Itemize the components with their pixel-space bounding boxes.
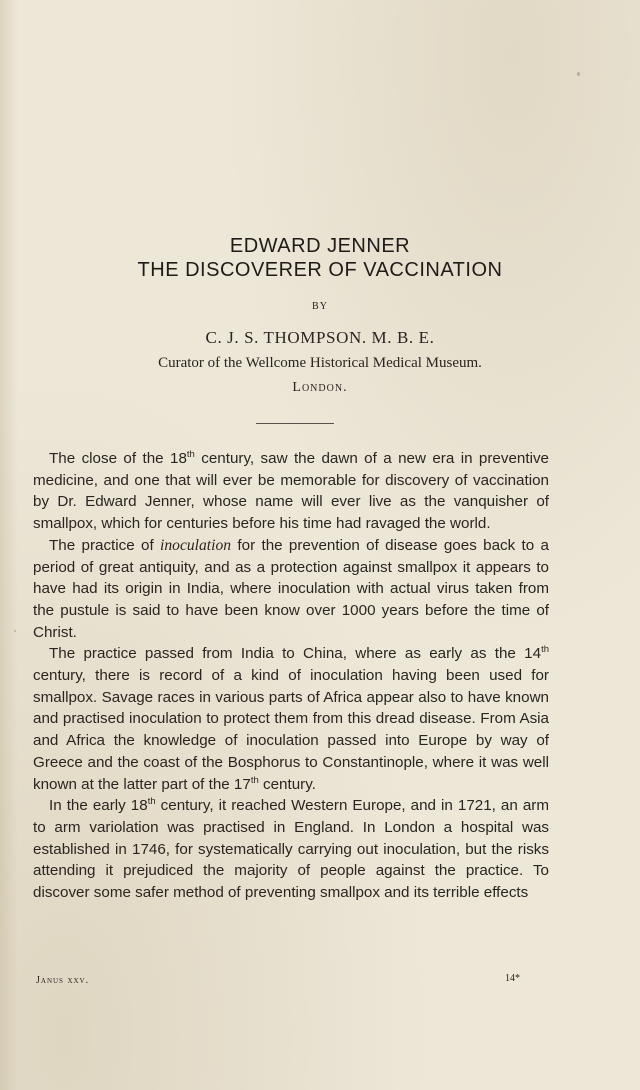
ordinal-superscript: th bbox=[250, 774, 259, 786]
ordinal-superscript: th bbox=[147, 796, 156, 808]
author-city: London. bbox=[292, 380, 348, 395]
body-paragraph bbox=[33, 795, 549, 904]
article-title-line-2: THE DISCOVERER OF VACCINATION bbox=[137, 259, 503, 281]
body-paragraph bbox=[33, 643, 549, 795]
paragraph-text: century. bbox=[258, 775, 316, 793]
paragraph-text: century, saw the dawn of a new era in preventive medicine, and one that will ever be memorable for discovery of vaccination by Dr. Edward Jenner, whose name will ever live as the vanquisher of smallpox, which for centuries before his time had ravaged the world. bbox=[33, 450, 549, 533]
ordinal-superscript: th bbox=[541, 644, 549, 656]
paragraph-text: The practice passed from India to China, where as early as the 14 bbox=[49, 645, 542, 663]
paragraph-text: In the early 18 bbox=[49, 797, 148, 815]
journal-signature: Janus xxv. bbox=[36, 975, 90, 986]
paragraph-text: for the prevention of disease goes back to a period of great antiquity, and as a protection against smallpox it appears to have had its origin in India, where inoculation with actual virus taken from the pustule is said to have been know over 1000 years before the time of Christ. bbox=[33, 536, 549, 641]
paper-speck bbox=[577, 72, 580, 76]
ordinal-superscript: th bbox=[186, 448, 195, 460]
paper-speck bbox=[14, 630, 16, 632]
body-paragraph bbox=[33, 535, 549, 644]
signature-mark: 14* bbox=[505, 973, 520, 984]
author-name: C. J. S. THOMPSON. M. B. E. bbox=[205, 328, 435, 347]
article-body bbox=[33, 448, 549, 904]
author-affiliation: Curator of the Wellcome Historical Medical Museum. bbox=[158, 355, 482, 371]
paragraph-text: The close of the 18 bbox=[49, 450, 187, 467]
article-title-line-1: EDWARD JENNER bbox=[229, 235, 411, 257]
paragraph-text: century, there is record of a kind of inoculation having been used for smallpox. Savage races in various parts of Africa appear also to have known and practised inoculation to protect them from this dread disease. From Asia and Africa the knowledge of inoculation passed into Europe by way of Greece and the coast of the Bosphorus to Constantinople, where it was well known at the latter part of the 17 bbox=[33, 667, 549, 793]
emphasized-term: inoculation bbox=[160, 536, 232, 554]
body-paragraph bbox=[33, 448, 549, 535]
paragraph-text: century, it reached Western Europe, and in 1721, an arm to arm variolation was practised in England. In London a hospital was established in 1746, for systematically carrying out inoculation, but the risks attending it prejudiced the majority of people against the practice. To discover some safer method of preventing smallpox and its terrible effects bbox=[33, 797, 549, 902]
byline-label: BY bbox=[312, 301, 328, 312]
paragraph-text: The practice of bbox=[49, 536, 161, 554]
divider-rule bbox=[256, 423, 334, 424]
